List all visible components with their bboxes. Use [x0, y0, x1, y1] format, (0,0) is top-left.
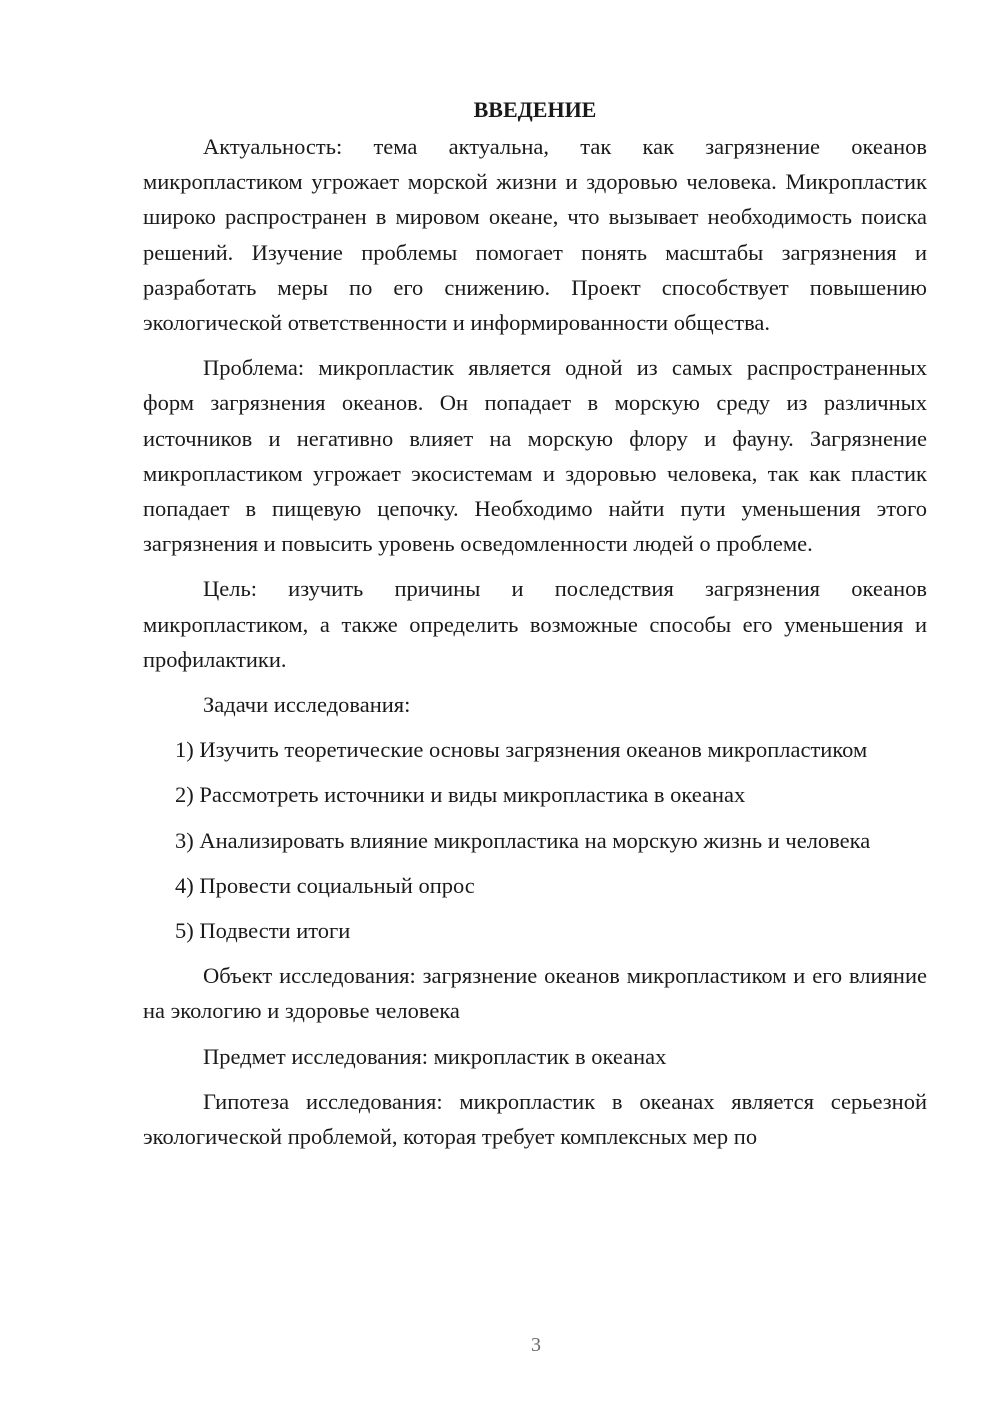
task-item-3: 3) Анализировать влияние микропластика на морскую жизнь и человека — [175, 827, 871, 853]
hypothesis-paragraph: Гипотеза исследования: микропластик в океанах является серьезной экологической проблемой, которая требует комплексных мер по — [143, 1088, 927, 1150]
task-item-1: 1) Изучить теоретические основы загрязнения океанов микропластиком — [175, 737, 868, 763]
task-item-5: 5) Подвести итоги — [175, 918, 351, 944]
task-item-4: 4) Провести социальный опрос — [175, 872, 475, 898]
page-title: ВВЕДЕНИЕ — [473, 97, 597, 122]
page-number: 3 — [531, 1334, 541, 1356]
problem-paragraph: Проблема: микропластик является одной из самых распространенных форм загрязнения океанов. Он попадает в морскую среду из различных источников и негативно влияет на морскую флору и фауну. Загрязнение микропластиком угрожает экосистемам и здоровью человека, так как пластик попадает в пищевую цепочку. Необходимо найти пути уменьшения этого загрязнения и повысить уровень осведомленности людей о проблеме. — [143, 355, 927, 557]
object-paragraph: Объект исследования: загрязнение океанов микропластиком и его влияние на экологию и здоровье человека — [143, 963, 927, 1024]
goal-paragraph: Цель: изучить причины и последствия загрязнения океанов микропластиком, а также определить возможные способы его уменьшения и профилактики. — [143, 576, 927, 672]
task-item-2: 2) Рассмотреть источники и виды микропластика в океанах — [175, 782, 746, 808]
relevance-paragraph: Актуальность: тема актуальна, так как загрязнение океанов микропластиком угрожает морской жизни и здоровью человека. Микропластик широко распространен в мировом океане, что вызывает необходимость поиска решений. Изучение проблемы помогает понять масштабы загрязнения и разработать меры по его снижению. Проект способствует повышению экологической ответственности и информированности общества. — [143, 134, 927, 336]
tasks-heading: Задачи исследования: — [203, 692, 411, 718]
subject-paragraph: Предмет исследования: микропластик в океанах — [203, 1043, 667, 1069]
page-body — [143, 92, 927, 1164]
